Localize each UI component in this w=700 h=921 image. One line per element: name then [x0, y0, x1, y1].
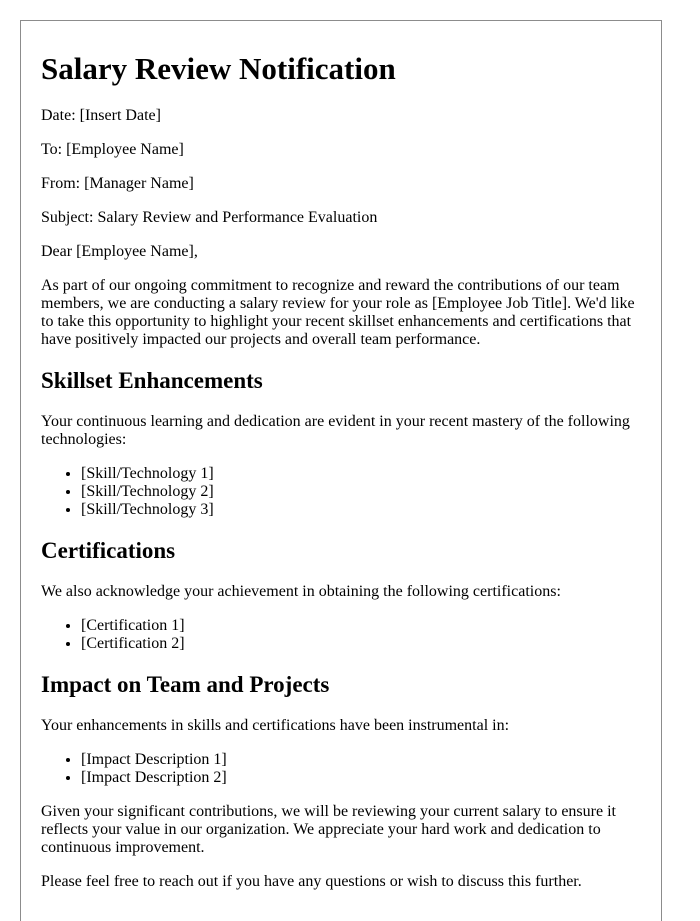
impact-heading: Impact on Team and Projects — [41, 672, 330, 697]
letter-container — [20, 20, 662, 921]
from-line: From: [Manager Name] — [41, 175, 194, 192]
skills-text: Your continuous learning and dedication are evident in your recent mastery of the following technologies: — [41, 413, 630, 448]
skills-list — [41, 465, 641, 519]
certifications-text: We also acknowledge your achievement in obtaining the following certifications: — [41, 583, 561, 600]
skill-item: • [Skill/Technology 3] — [81, 501, 641, 519]
date-line: Date: [Insert Date] — [41, 107, 161, 124]
certification-item: • [Certification 1] — [81, 617, 641, 635]
certifications-heading: Certifications — [41, 538, 176, 563]
skills-heading: Skillset Enhancements — [41, 368, 263, 393]
certification-item: • [Certification 2] — [81, 635, 641, 653]
to-line: To: [Employee Name] — [41, 141, 184, 158]
impact-item: • [Impact Description 1] — [81, 751, 641, 769]
final-paragraph: Please feel free to reach out if you have any questions or wish to discuss this further. — [41, 873, 582, 890]
greeting: Dear [Employee Name], — [41, 243, 198, 260]
impact-text: Your enhancements in skills and certifications have been instrumental in: — [41, 717, 510, 734]
subject-line: Subject: Salary Review and Performance Evaluation — [41, 209, 378, 226]
closing-paragraph: Given your significant contributions, we will be reviewing your current salary to ensure it reflects your value in our organization. We appreciate your hard work and dedication to continuous improvement. — [41, 803, 616, 856]
intro-paragraph: As part of our ongoing commitment to recognize and reward the contributions of our team members, we are conducting a salary review for your role as [Employee Job Title]. We'd like to take this opportunity to highlight your recent skillset enhancements and certifications that have positively impacted our projects and overall team performance. — [41, 277, 635, 348]
certifications-list — [41, 617, 641, 653]
impact-list — [41, 751, 641, 787]
page-title: Salary Review Notification — [41, 51, 396, 86]
skill-item: • [Skill/Technology 1] — [81, 465, 641, 483]
skill-item: • [Skill/Technology 2] — [81, 483, 641, 501]
impact-item: • [Impact Description 2] — [81, 769, 641, 787]
